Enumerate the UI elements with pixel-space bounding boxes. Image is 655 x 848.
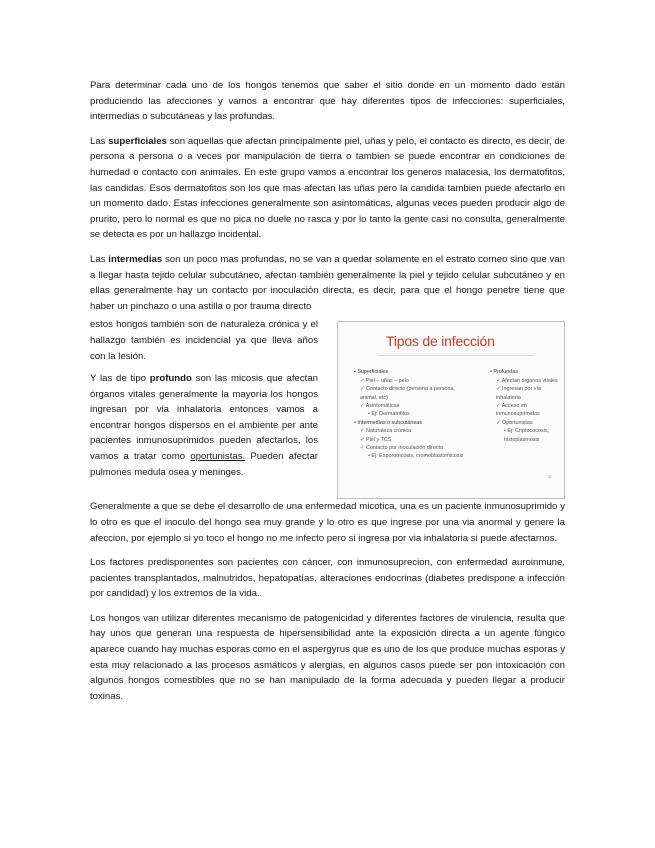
text-span: Los hongos van utilizar diferentes mecanismo de patogenicidad y diferentes factores de virulencia, resulta que hay unos que generan una respuesta de hipersensibilidad ante la exposición directa a un agente fúngico aparece cuando hay muchas esporas como en el aspergyrus que es uno de los que produce muchas esporas y esta muy relacionado a las procesos asmáticos y alergias, en algunos casos puede ser pon intoxicación con algunos hongos comestibles que no se han manipulado de la forma adecuada y pueden llegar a producir toxinas. (90, 612, 565, 702)
slide-title: Tipos de infección (386, 333, 495, 350)
slide-divider (378, 355, 534, 356)
text-span: estos hongos también son de naturaleza crónica y el hallazgo también es incidencial ya que lleva años con la lesión. (90, 319, 318, 362)
text-span: son las micosis que afectan órganos vitales generalmente la mayoría los hongos ingresan por via inhalatoria entonces vamos a encontrar hongos dispersos en el ambiente per ante pacientes inmunosuprimidos pueden afectarlos, los vamos a tratar como (90, 373, 318, 463)
term-intermedias: intermedias (108, 253, 163, 265)
slide-bullet: ✓ Acceso en inmunosuprimidos (496, 402, 540, 418)
paragraph-desarrollo (90, 499, 565, 546)
document-page (90, 78, 565, 713)
slide-bullet: ✓ Piel y TCS (360, 436, 392, 443)
text-span: Las (90, 135, 109, 147)
slide-bullet: • Superficiales (354, 369, 389, 376)
slide-bullet: • Ej: Dermatofitos (368, 411, 410, 418)
slide-bullet: ✓ Naturaleza crónica (360, 428, 411, 435)
text-span: son aquellas que afectan principalmente piel, uñas y pelo, el contacto es directo, es decir, de persona a persona o a veces por manipulación de tierra o tambien se puede encontrar en condiciones de humedad o contacto con animales. En este grupo vamos a encontrar los generos malacesia, los dermatofitos, las candidas. Esos dermatofitos son los que mas afectan las uñas pero la candida tambien puede afectarlo en un momento dado. Estas infecciones generalmente son asintomáticas, algunas veces pueden producir algo de prurito, pero lo normal es que no pica no duele no rasca y por lo tanto la gente casi no consulta, generalmente se detecta es por un hallazgo incidental. (90, 135, 565, 241)
slide-bullet: • Ej: Esporotricosis, cromoblastomicosis (368, 453, 464, 460)
paragraph-factores (90, 555, 565, 602)
paragraph-patogenicidad (90, 611, 565, 705)
slide-bullet: ✓ Piel – uñas – pelo (360, 377, 409, 384)
text-span: Pueden afectar pulmones medula osea y meninges. (90, 451, 318, 478)
text-span: son un poco mas profundas, no se van a quedar solamente en el estrato corneo sino que van a llegar hasta tejido celular subcutáneo, afectan también generalmente la piel y tejido celular subcutáneo y en ellas generalmente hay un contacto por inoculación directa, es decir, para que el hongo penetre tiene que haber un pinchazo o una astilla o por trauma directo (90, 253, 565, 312)
term-superficiales: superficiales (108, 135, 167, 147)
slide-bullet: ✓ Oportunistas (496, 419, 533, 426)
slide-bullet: ✓ Afectan órganos vitales (496, 377, 558, 384)
paragraph-intermedias (90, 252, 565, 314)
slide-bullet: ✓ Ingresan por vía inhalatoria (496, 386, 541, 401)
slide-left-column (354, 368, 466, 460)
paragraph-intro (90, 78, 565, 125)
slide-bullet: • Intermedias o subcutáneas (354, 419, 423, 426)
paragraph-superficiales (90, 134, 565, 243)
term-profundo: profundo (149, 373, 192, 385)
term-oportunistas: oportunistas. (190, 451, 246, 463)
slide-image-tipos-de-infeccion (337, 321, 565, 499)
slide-bullet: • Profundas (490, 369, 518, 376)
slide-page-number: 11 (547, 473, 552, 479)
slide-bullet: ✓ Asintomáticas (360, 402, 400, 409)
wrapped-text-column (90, 317, 318, 487)
slide-bullet: • Ej: Criptococosis, histoplasmosis (504, 428, 550, 443)
text-span: Las (90, 253, 109, 265)
slide-bullet: ✓ Contacto directo (persona a persona, animal, etc) (360, 386, 456, 401)
text-span: Generalmente a que se debe el desarrollo de una enfermedad micotica, una es un paciente inmunosuprimido y lo otro es que el inoculo del hongo sea muy grande y lo otro es que ingrese por una via anormal y genere la afeccion, por ejemplo si yo toco el hongo no me infecto pero si ingresa por via inhalatoria si puede afectarnos. (90, 501, 565, 544)
slide-right-column (490, 368, 558, 444)
paragraph-intermedias-continued (90, 317, 318, 364)
slide-bullet: ✓ Contacto por inoculación directa (360, 444, 444, 451)
paragraph-profundas (90, 371, 318, 480)
paragraph-intro-text: Para determinar cada uno de los hongos tenemos que saber el sitio donde en un momento dado están produciendo las afecciones y vamos a encontrar que hay diferentes tipos de infecciones: superficiales, intermedias o subcutáneas y las profundas. (90, 80, 565, 123)
text-span: Y las de tipo (90, 373, 150, 385)
text-span: Los factores predisponentes son pacientes con cáncer, con inmunosuprecion, con enfermedad auroinmune, pacientes transplantados, malnutridos, hepatopatías, alteraciones endocrinas (diabetes predispone a infección por candidad) y los extremos de la vida. (90, 557, 565, 600)
